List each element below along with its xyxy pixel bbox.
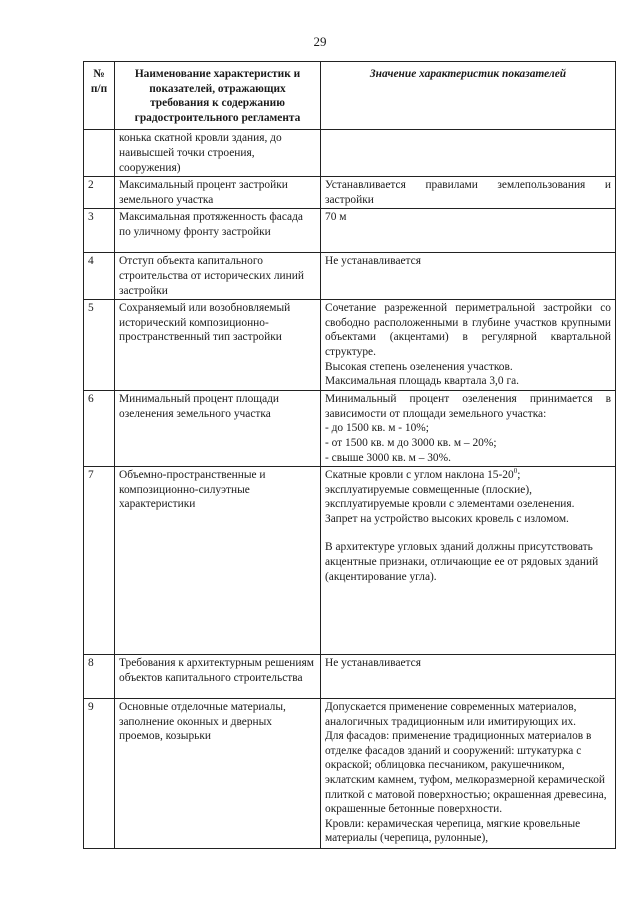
row-name: Максимальный процент застройки земельного участка	[115, 177, 321, 209]
row-value: 70 м	[321, 209, 616, 253]
row-num: 9	[84, 699, 115, 849]
row-value: Не устанавливается	[321, 253, 616, 300]
value-line: Высокая степень озеленения участков.	[325, 360, 513, 373]
row-num: 4	[84, 253, 115, 300]
table-row	[84, 391, 616, 467]
value-line: Допускается применение современных материалов, аналогичных традиционным или имитирующих их.	[325, 701, 577, 728]
value-line: Скатные кровли с углом наклона $15-20^0$;	[325, 467, 521, 482]
row-name: Требования к архитектурным решениям объектов капитального строительства	[115, 655, 321, 699]
value-line: эксплуатируемые совмещенные (плоские), эксплуатируемые кровли с элементами озеленения.	[325, 483, 575, 511]
row-value	[321, 391, 616, 467]
table-row	[84, 300, 616, 391]
row-num: 7	[84, 467, 115, 655]
row-value	[321, 300, 616, 391]
row-num	[84, 130, 115, 177]
value-line: - от 1500 кв. м до 3000 кв. м – 20%;	[325, 436, 497, 449]
row-num: 2	[84, 177, 115, 209]
table-row	[84, 177, 616, 209]
row-name: Основные отделочные материалы, заполнение оконных и дверных проемов, козырьки	[115, 699, 321, 849]
row-name: Отступ объекта капитального строительства от исторических линий застройки	[115, 253, 321, 300]
degree-superscript: 0	[513, 467, 518, 476]
spacer	[325, 526, 611, 540]
row-num: 8	[84, 655, 115, 699]
value-line: - до 1500 кв. м - 10%;	[325, 422, 429, 435]
row-num: 3	[84, 209, 115, 253]
row-value	[321, 130, 616, 177]
row-name: Сохраняемый или возобновляемый исторический композиционно-пространственный тип застройки	[115, 300, 321, 391]
row-name: Максимальная протяженность фасада по уличному фронту застройки	[115, 209, 321, 253]
row-value: Устанавливается правилами землепользования и застройки	[321, 177, 616, 209]
row-name: Объемно-пространственные и композиционно-силуэтные характеристики	[115, 467, 321, 655]
row-num: 6	[84, 391, 115, 467]
table-row	[84, 655, 616, 699]
row-value: Не устанавливается	[321, 655, 616, 699]
header-value: Значение характеристик показателей	[321, 62, 616, 130]
row-name: конька скатной кровли здания, до наивысшей точки строения, сооружения)	[115, 130, 321, 177]
table-row	[84, 130, 616, 177]
row-value	[321, 467, 616, 655]
regulation-table	[83, 61, 616, 849]
table-header-row	[84, 62, 616, 130]
row-value	[321, 699, 616, 849]
row-num: 5	[84, 300, 115, 391]
value-line: Минимальный процент озеленения принимается в зависимости от площади земельного участка:	[325, 393, 611, 420]
value-line: Для фасадов: применение традиционных материалов в отделке фасадов зданий и сооружений: штукатурка с окраской; облицовка песчаником, ракушечником, эклатским камнем, туфом, мелкоразмерной керамической плиткой с матовой поверхностью; окрашенная древесина, окрашенные бетонные поверхности.	[325, 730, 607, 816]
table-row	[84, 467, 616, 655]
page-number: 29	[313, 34, 327, 49]
table-row	[84, 253, 616, 300]
value-line: Сочетание разреженной периметральной застройки со свободно расположенными в глубине участков крупными объектами (акцентами) в регулярной квартальной структуре.	[325, 302, 611, 358]
header-name: Наименование характеристик и показателей, отражающих требования к содержанию градостроительного регламента	[115, 62, 321, 130]
value-line: Максимальная площадь квартала 3,0 га.	[325, 375, 520, 388]
value-line: В архитектуре угловых зданий должны присутствовать акцентные признаки, отличающие ее от рядовых зданий (акцентирование угла).	[325, 541, 599, 583]
value-line: - свыше 3000 кв. м – 30%.	[325, 451, 451, 464]
header-num: № п/п	[84, 62, 115, 130]
table-row	[84, 699, 616, 849]
value-line: Кровли: керамическая черепица, мягкие кровельные материалы (черепица, рулонные),	[325, 817, 581, 845]
row-name: Минимальный процент площади озеленения земельного участка	[115, 391, 321, 467]
value-line: Запрет на устройство высоких кровель с изломом.	[325, 512, 569, 525]
table-row	[84, 209, 616, 253]
